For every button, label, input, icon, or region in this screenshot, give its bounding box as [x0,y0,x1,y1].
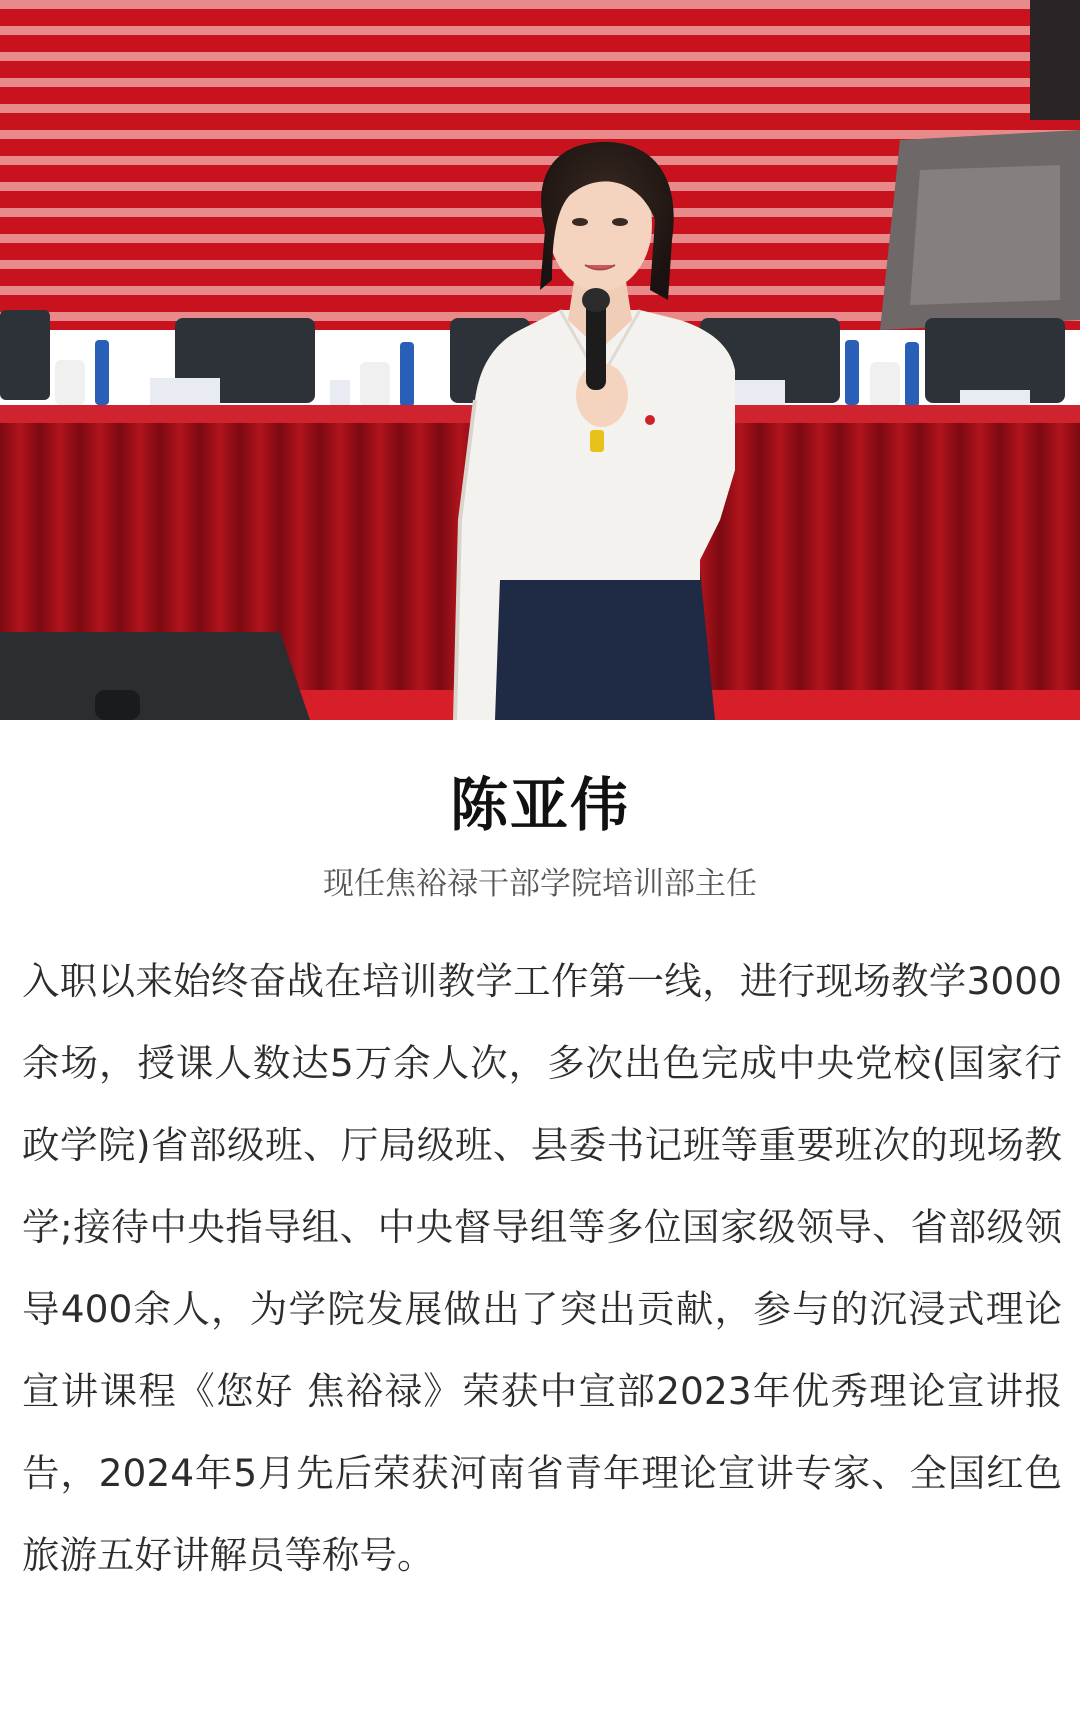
person-title: 现任焦裕禄干部学院培训部主任 [323,866,757,902]
person-name: 陈亚伟 [449,771,630,839]
person [490,570,715,720]
speaker-photo [0,0,1080,720]
speaker-box [0,632,310,720]
person-bio: 入职以来始终奋战在培训教学工作第一线，进行现场教学3000余场，授课人数达5万余人次，多次出色完成中央党校(国家行政学院)省部级班、厅局级班、县委书记班等重要班次的现场教学;接待中央指导组、中央督导组等多位国家级领导、省部级领导400余人，为学院发展做出了突出贡献，参与的沉浸式理论宣讲课程《您好 焦裕禄》荣获中宣部2023年优秀理论宣讲报告，2024年5月先后荣获河南省青年理论宣讲专家、全国红色旅游五好讲解员等称号。 [22,959,1062,1577]
